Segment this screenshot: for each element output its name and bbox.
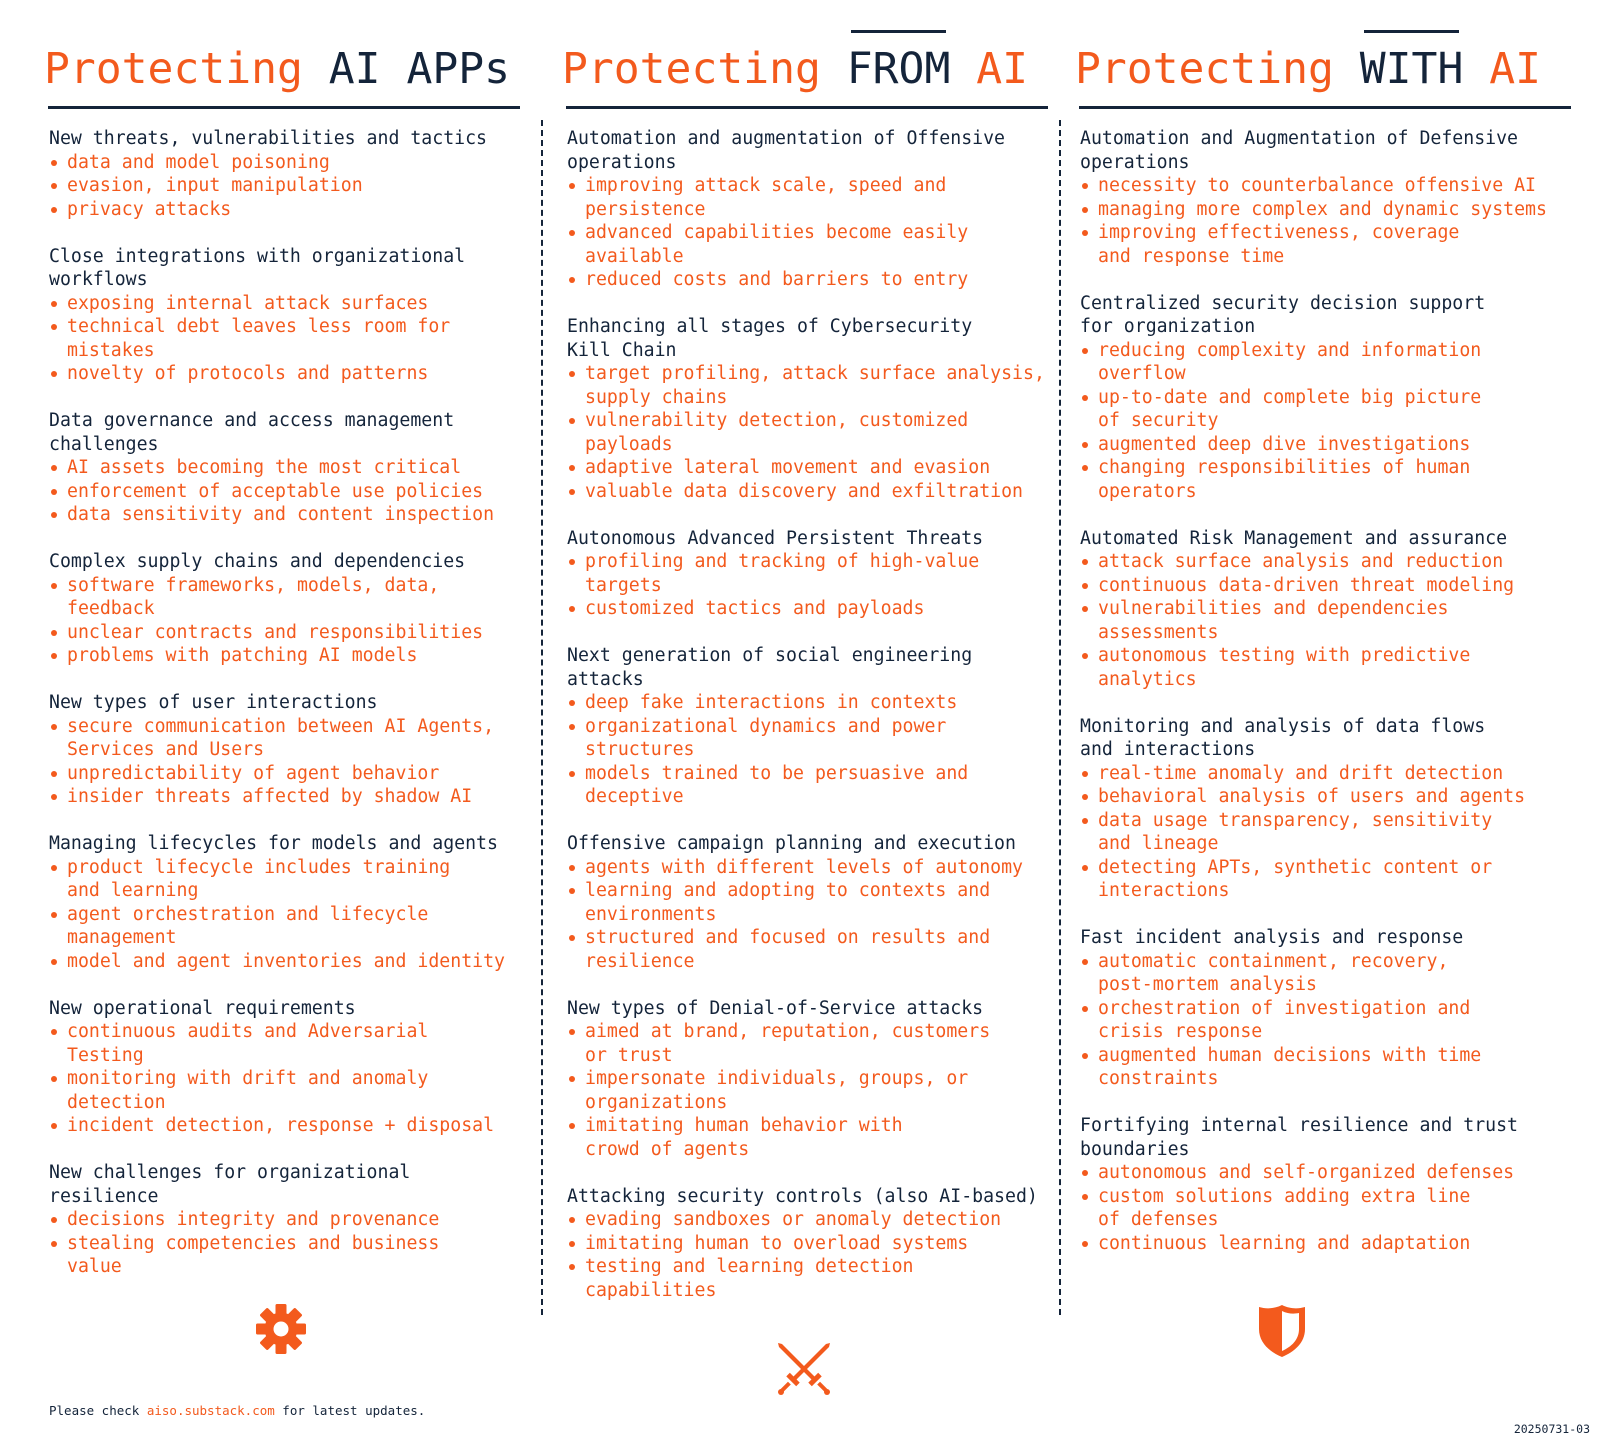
- section-heading: Fortifying internal resilience and trust boundaries: [1080, 1115, 1518, 1160]
- bullet-list: [567, 550, 1052, 621]
- shield-icon: [1256, 1303, 1308, 1359]
- bullet-item: software frameworks, models, data, feedback: [49, 574, 524, 621]
- bullet-item: insider threats affected by shadow AI: [49, 785, 524, 809]
- bullet-item: changing responsibilities of human operators: [1080, 456, 1575, 503]
- bullet-item: custom solutions adding extra line of defenses: [1080, 1185, 1575, 1232]
- section-heading: New operational requirements: [49, 997, 356, 1019]
- bullet-item: real-time anomaly and drift detection: [1080, 762, 1575, 786]
- bullet-item: continuous data-driven threat modeling: [1080, 574, 1575, 598]
- bullet-item: evasion, input manipulation: [49, 174, 524, 198]
- bullet-item: secure communication between AI Agents, Services and Users: [49, 715, 524, 762]
- section-heading: Fast incident analysis and response: [1080, 927, 1464, 948]
- bullet-item: attack surface analysis and reduction: [1080, 550, 1575, 574]
- bullet-item: organizational dynamics and power structures: [567, 715, 1052, 762]
- bullet-item: model and agent inventories and identity: [49, 950, 524, 974]
- section-heading: Enhancing all stages of Cybersecurity Kill Chain: [567, 316, 973, 361]
- bullet-item: stealing competencies and business value: [49, 1232, 524, 1279]
- bullet-list: [1080, 950, 1575, 1091]
- bullet-item: continuous learning and adaptation: [1080, 1232, 1575, 1256]
- bullet-list: [49, 292, 524, 386]
- bullet-item: up-to-date and complete big picture of security: [1080, 386, 1575, 433]
- section-heading: New types of user interactions: [49, 692, 378, 713]
- bullet-item: adaptive lateral movement and evasion: [567, 456, 1052, 480]
- section: [567, 1185, 1052, 1303]
- bullet-item: autonomous and self-organized defenses: [1080, 1161, 1575, 1185]
- section-list: [1080, 127, 1575, 1279]
- bullet-list: [49, 151, 524, 222]
- bullet-list: [1080, 550, 1575, 691]
- bullet-list: [1080, 339, 1575, 504]
- bullet-item: augmented deep dive investigations: [1080, 433, 1575, 457]
- bullet-item: profiling and tracking of high-value targets: [567, 550, 1052, 597]
- bullet-list: [49, 574, 524, 668]
- column-title: Protecting AI APPs: [44, 44, 510, 94]
- bullet-list: [567, 691, 1052, 809]
- section-list: [567, 127, 1052, 1326]
- section: [567, 315, 1052, 503]
- bullet-item: aimed at brand, reputation, customers or trust: [567, 1020, 1052, 1067]
- section: [567, 527, 1052, 621]
- section: [1080, 292, 1575, 504]
- bullet-item: problems with patching AI models: [49, 644, 524, 668]
- bullet-item: improving effectiveness, coverage and response time: [1080, 221, 1575, 268]
- section-heading: Centralized security decision support for organization: [1080, 292, 1486, 337]
- section-heading: Managing lifecycles for models and agents: [49, 833, 498, 854]
- section: [567, 644, 1052, 809]
- bullet-item: behavioral analysis of users and agents: [1080, 785, 1575, 809]
- title-underline: [48, 106, 520, 109]
- section-heading: Automated Risk Management and assurance: [1080, 527, 1508, 549]
- gear-icon: [255, 1303, 307, 1355]
- bullet-item: continuous audits and Adversarial Testing: [49, 1020, 524, 1067]
- bullet-list: [49, 715, 524, 809]
- bullet-list: [567, 174, 1052, 292]
- section: [49, 1161, 524, 1279]
- bullet-item: impersonate individuals, groups, or organizations: [567, 1067, 1052, 1114]
- section: [567, 997, 1052, 1162]
- bullet-list: [49, 1020, 524, 1138]
- bullet-item: automatic containment, recovery, post-mortem analysis: [1080, 950, 1575, 997]
- bullet-item: data and model poisoning: [49, 151, 524, 175]
- section: [49, 997, 524, 1138]
- bullet-item: customized tactics and payloads: [567, 597, 1052, 621]
- bullet-item: models trained to be persuasive and deceptive: [567, 762, 1052, 809]
- section-heading: New threats, vulnerabilities and tactics: [49, 128, 487, 149]
- bullet-item: data usage transparency, sensitivity and lineage: [1080, 809, 1575, 856]
- bullet-list: [567, 1208, 1052, 1302]
- bullet-item: deep fake interactions in contexts: [567, 691, 1052, 715]
- bullet-item: improving attack scale, speed and persistence: [567, 174, 1052, 221]
- bullet-item: incident detection, response + disposal: [49, 1114, 524, 1138]
- section: [49, 550, 524, 668]
- title-underline: [566, 106, 1048, 109]
- bullet-list: [49, 456, 524, 527]
- bullet-item: product lifecycle includes training and learning: [49, 856, 524, 903]
- section-heading: Automation and Augmentation of Defensive operations: [1080, 128, 1518, 173]
- bullet-item: privacy attacks: [49, 198, 524, 222]
- bullet-item: orchestration of investigation and crisis response: [1080, 997, 1575, 1044]
- bullet-item: decisions integrity and provenance: [49, 1208, 524, 1232]
- section: [1080, 926, 1575, 1091]
- bullet-list: [1080, 762, 1575, 903]
- section-heading: Autonomous Advanced Persistent Threats: [567, 527, 984, 549]
- section: [49, 127, 524, 221]
- bullet-item: reduced costs and barriers to entry: [567, 268, 1052, 292]
- bullet-item: vulnerabilities and dependencies assessments: [1080, 597, 1575, 644]
- bullet-item: unpredictability of agent behavior: [49, 762, 524, 786]
- section: [1080, 127, 1575, 268]
- section: [1080, 715, 1575, 903]
- bullet-item: evading sandboxes or anomaly detection: [567, 1208, 1052, 1232]
- section-heading: New challenges for organizational resilience: [49, 1162, 411, 1207]
- bullet-list: [1080, 1161, 1575, 1255]
- section-heading: New types of Denial-of-Service attacks: [567, 997, 984, 1019]
- bullet-list: [49, 856, 524, 974]
- column-divider: [1059, 120, 1061, 1315]
- bullet-list: [1080, 174, 1575, 268]
- bullet-list: [567, 1020, 1052, 1161]
- bullet-item: monitoring with drift and anomaly detection: [49, 1067, 524, 1114]
- section: [49, 691, 524, 809]
- bullet-item: novelty of protocols and patterns: [49, 362, 524, 386]
- bullet-item: AI assets becoming the most critical: [49, 456, 524, 480]
- bullet-item: target profiling, attack surface analysis, supply chains: [567, 362, 1052, 409]
- version-label: 20250731-03: [1513, 1422, 1590, 1436]
- bullet-item: data sensitivity and content inspection: [49, 503, 524, 527]
- section-heading: Data governance and access management challenges: [49, 410, 455, 455]
- title-underline: [1079, 106, 1571, 109]
- bullet-item: learning and adopting to contexts and environments: [567, 879, 1052, 926]
- section-heading: Complex supply chains and dependencies: [49, 551, 466, 572]
- column-title: Protecting WITH AI: [1075, 44, 1542, 94]
- bullet-item: structured and focused on results and resilience: [567, 926, 1052, 973]
- footer-note: Please check aiso.substack.com for latest updates.: [49, 1403, 426, 1418]
- column-divider: [541, 120, 543, 1315]
- bullet-item: vulnerability detection, customized payloads: [567, 409, 1052, 456]
- bullet-item: enforcement of acceptable use policies: [49, 480, 524, 504]
- section: [1080, 527, 1575, 692]
- bullet-item: valuable data discovery and exfiltration: [567, 480, 1052, 504]
- bullet-item: agents with different levels of autonomy: [567, 856, 1052, 880]
- section-heading: Monitoring and analysis of data flows and interactions: [1080, 715, 1486, 760]
- bullet-item: technical debt leaves less room for mistakes: [49, 315, 524, 362]
- bullet-list: [49, 1208, 524, 1279]
- section: [567, 832, 1052, 973]
- bullet-item: managing more complex and dynamic systems: [1080, 198, 1575, 222]
- column-title: Protecting FROM AI: [562, 44, 1029, 94]
- section-heading: Close integrations with organizational workflows: [49, 245, 466, 290]
- bullet-list: [567, 362, 1052, 503]
- section-heading: Automation and augmentation of Offensive operations: [567, 128, 1005, 173]
- bullet-item: unclear contracts and responsibilities: [49, 621, 524, 645]
- section: [49, 832, 524, 973]
- section-heading: Next generation of social engineering attacks: [567, 645, 973, 690]
- bullet-item: testing and learning detection capabilities: [567, 1255, 1052, 1302]
- bullet-item: agent orchestration and lifecycle management: [49, 903, 524, 950]
- bullet-item: advanced capabilities become easily available: [567, 221, 1052, 268]
- section-heading: Offensive campaign planning and execution: [567, 833, 1016, 854]
- bullet-item: detecting APTs, synthetic content or interactions: [1080, 856, 1575, 903]
- bullet-item: exposing internal attack surfaces: [49, 292, 524, 316]
- bullet-item: augmented human decisions with time constraints: [1080, 1044, 1575, 1091]
- bullet-list: [567, 856, 1052, 974]
- section: [49, 245, 524, 386]
- bullet-item: imitating human to overload systems: [567, 1232, 1052, 1256]
- section-list: [49, 127, 524, 1302]
- section-heading: Attacking security controls (also AI-based): [567, 1185, 1038, 1207]
- crossed-swords-icon: [776, 1341, 832, 1397]
- bullet-item: necessity to counterbalance offensive AI: [1080, 174, 1575, 198]
- bullet-item: reducing complexity and information overflow: [1080, 339, 1575, 386]
- section: [49, 409, 524, 527]
- section: [1080, 1114, 1575, 1255]
- section: [567, 127, 1052, 292]
- bullet-item: imitating human behavior with crowd of agents: [567, 1114, 1052, 1161]
- substack-link[interactable]: aiso.substack.com: [146, 1403, 275, 1418]
- bullet-item: autonomous testing with predictive analytics: [1080, 644, 1575, 691]
